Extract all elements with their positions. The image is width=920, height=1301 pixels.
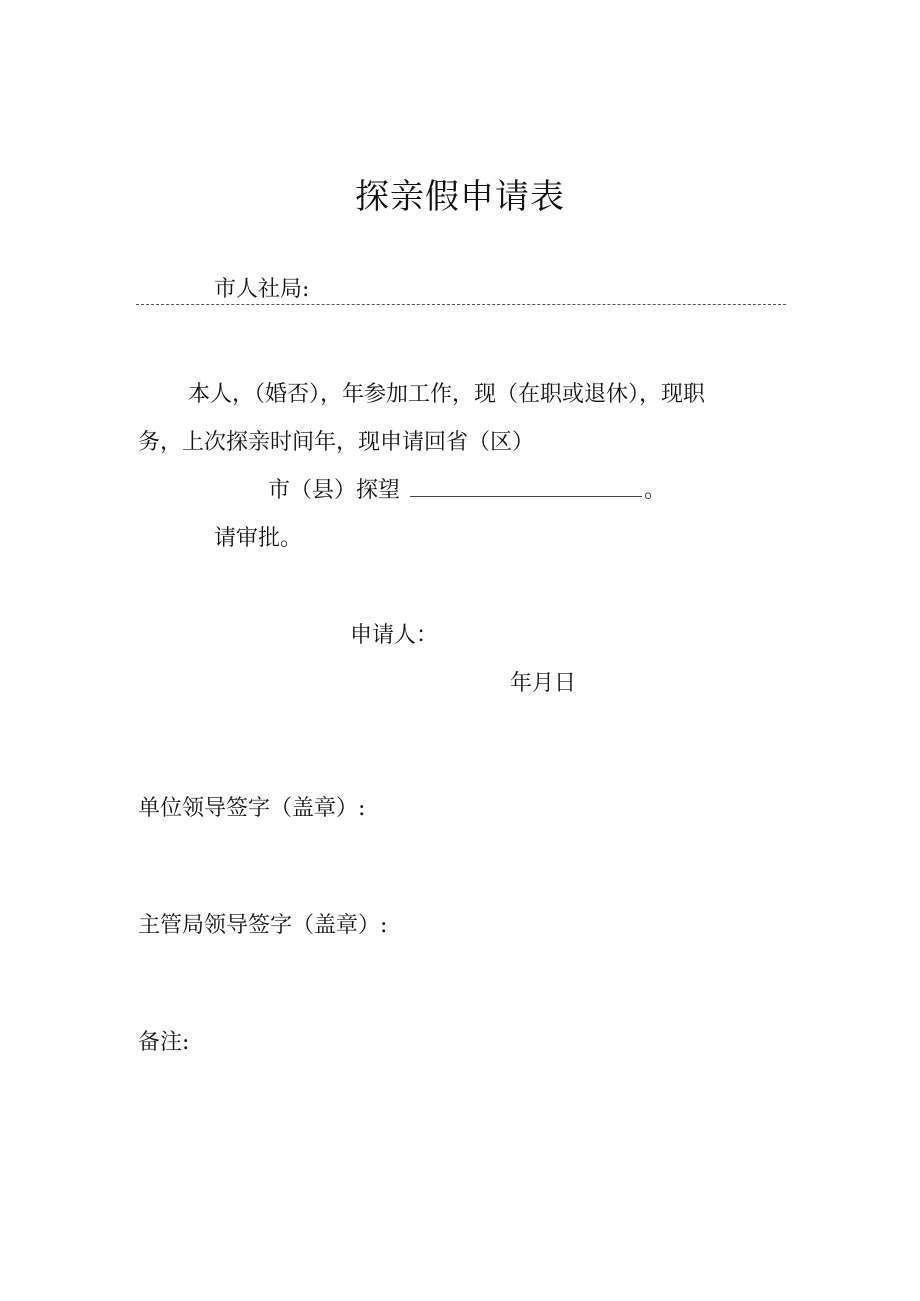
destination-line <box>268 480 666 502</box>
addressee-label: 市人社局: <box>214 277 310 302</box>
destination-suffix: 。 <box>644 478 667 503</box>
destination-prefix: 市（县）探望 <box>268 478 401 503</box>
bureau-leader-signature-label: 主管局领导签字（盖章）: <box>138 913 388 938</box>
body-text-line-1: 本人，（婚否），年参加工作，现（在职或退休），现职 <box>188 382 706 407</box>
addressee-divider <box>136 304 786 305</box>
form-title: 探亲假申请表 <box>355 177 565 217</box>
approval-request-text: 请审批。 <box>214 526 303 551</box>
date-label: 年月日 <box>510 671 577 696</box>
applicant-label: 申请人： <box>350 623 439 648</box>
remarks-label: 备注: <box>138 1030 190 1055</box>
body-text-line-2: 务，上次探亲时间年，现申请回省（区） <box>138 430 535 455</box>
unit-leader-signature-label: 单位领导签字（盖章）: <box>138 796 366 821</box>
destination-blank-field[interactable] <box>410 480 642 497</box>
